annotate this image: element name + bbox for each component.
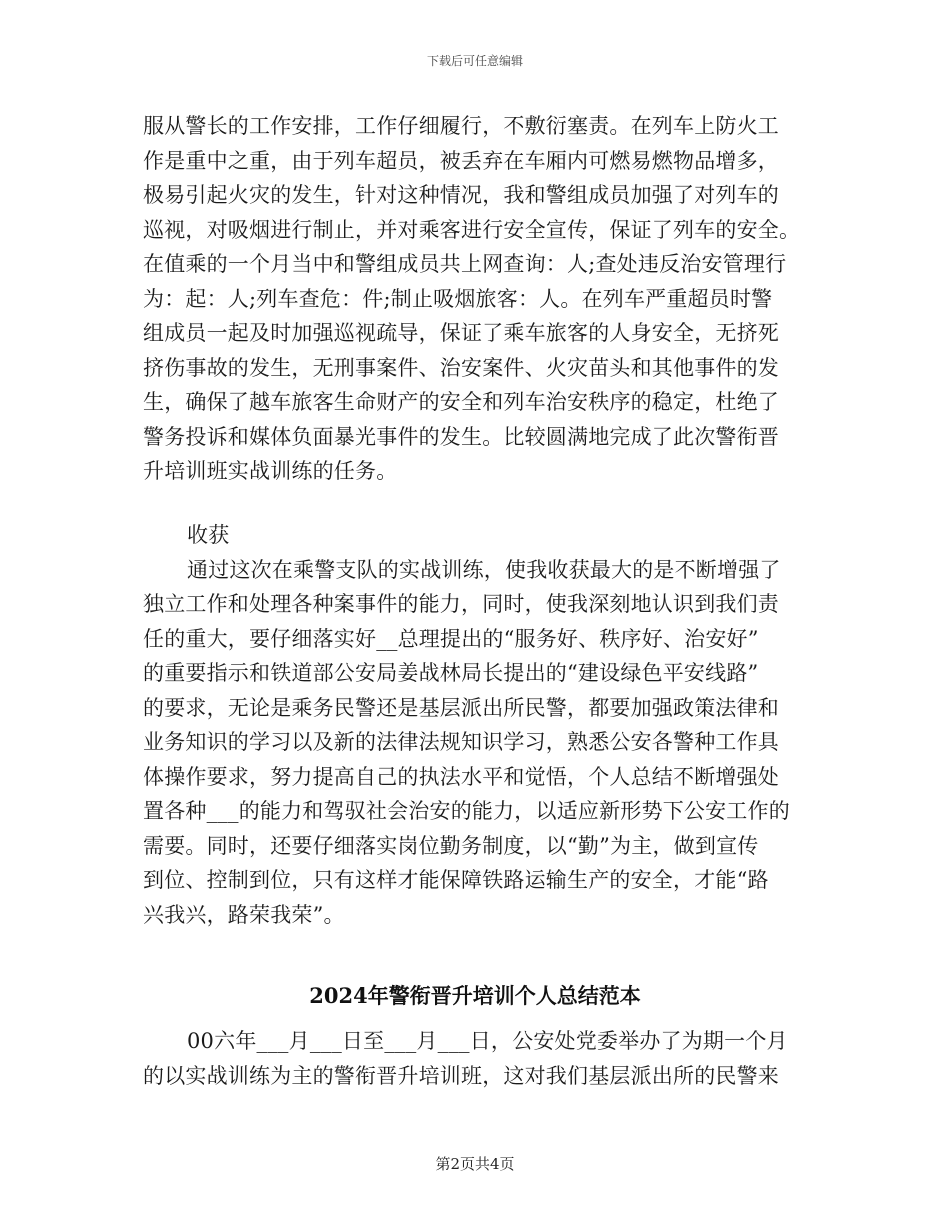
text-line: 的以实战训练为主的警衔晋升培训班，这对我们基层派出所的民警来 <box>143 1063 779 1088</box>
text-line: 极易引起火灾的发生，针对这种情况，我和警组成员加强了对列车的 <box>143 183 779 207</box>
text-line: 00六年___月___日至___月___日，公安处党委举办了为期一个月 <box>187 1029 788 1053</box>
text-line: 兴我兴，路荣我荣”。 <box>143 902 345 927</box>
text-line: 服从警长的工作安排，工作仔细履行，不敷衍塞责。在列车上防火工 <box>143 114 779 138</box>
text-line: 为：起：人;列车查危：件;制止吸烟旅客：人。在列车严重超员时警 <box>143 286 773 311</box>
text-line: 生，确保了越车旅客生命财产的安全和列车治安秩序的稳定，杜绝了 <box>143 390 779 414</box>
text-line: 通过这次在乘警支队的实战训练，使我收获最大的是不断增强了 <box>187 557 781 582</box>
page-number: 第2页共4页 <box>435 1155 515 1173</box>
text-line: 任的重大，要仔细落实好__总理提出的“服务好、秩序好、治安好” <box>143 626 759 651</box>
text-line: 独立工作和处理各种案事件的能力，同时，使我深刻地认识到我们责 <box>143 592 779 616</box>
page-header: 下载后可任意编辑 <box>426 54 523 68</box>
text-line: 挤伤事故的发生，无刑事案件、治安案件、火灾苗头和其他事件的发 <box>143 355 779 380</box>
paragraph-intro <box>143 1024 815 1093</box>
text-line: 置各种___的能力和驾驭社会治安的能力，以适应新形势下公安工作的 <box>143 799 790 823</box>
text-line: 体操作要求，努力提高自己的执法水平和觉悟，个人总结不断增强处 <box>143 764 779 789</box>
text-line: 的重要指示和铁道部公安局姜战林局长提出的“建设绿色平安线路” <box>143 661 759 685</box>
text-line: 作是重中之重，由于列车超员，被丢弃在车厢内可燃易燃物品增多， <box>143 148 779 173</box>
text-line: 巡视，对吸烟进行制止，并对乘客进行安全宣传，保证了列车的安全。 <box>143 217 801 242</box>
section-title: 2024年警衔晋升培训个人总结范本 <box>309 983 641 1008</box>
text-line: 警务投诉和媒体负面暴光事件的发生。比较圆满地完成了此次警衔晋 <box>143 424 779 449</box>
subheading-gains: 收获 <box>187 523 230 547</box>
text-line: 到位、控制到位，只有这样才能保障铁路运输生产的安全，才能“路 <box>143 868 769 892</box>
text-line: 业务知识的学习以及新的法律法规知识学习，熟悉公安各警种工作具 <box>143 730 779 754</box>
text-line: 升培训班实战训练的任务。 <box>143 459 398 483</box>
text-line: 组成员一起及时加强巡视疏导，保证了乘车旅客的人身安全，无挤死 <box>143 321 779 345</box>
text-line: 在值乘的一个月当中和警组成员共上网查询：人;查处违反治安管理行 <box>143 252 787 276</box>
paragraph-gains <box>143 518 815 932</box>
text-line: 需要。同时，还要仔细落实岗位勤务制度，以“勤”为主，做到宣传 <box>143 833 759 858</box>
paragraph-duty <box>143 109 815 489</box>
text-line: 的要求，无论是乘务民警还是基层派出所民警，都要加强政策法律和 <box>143 695 779 720</box>
